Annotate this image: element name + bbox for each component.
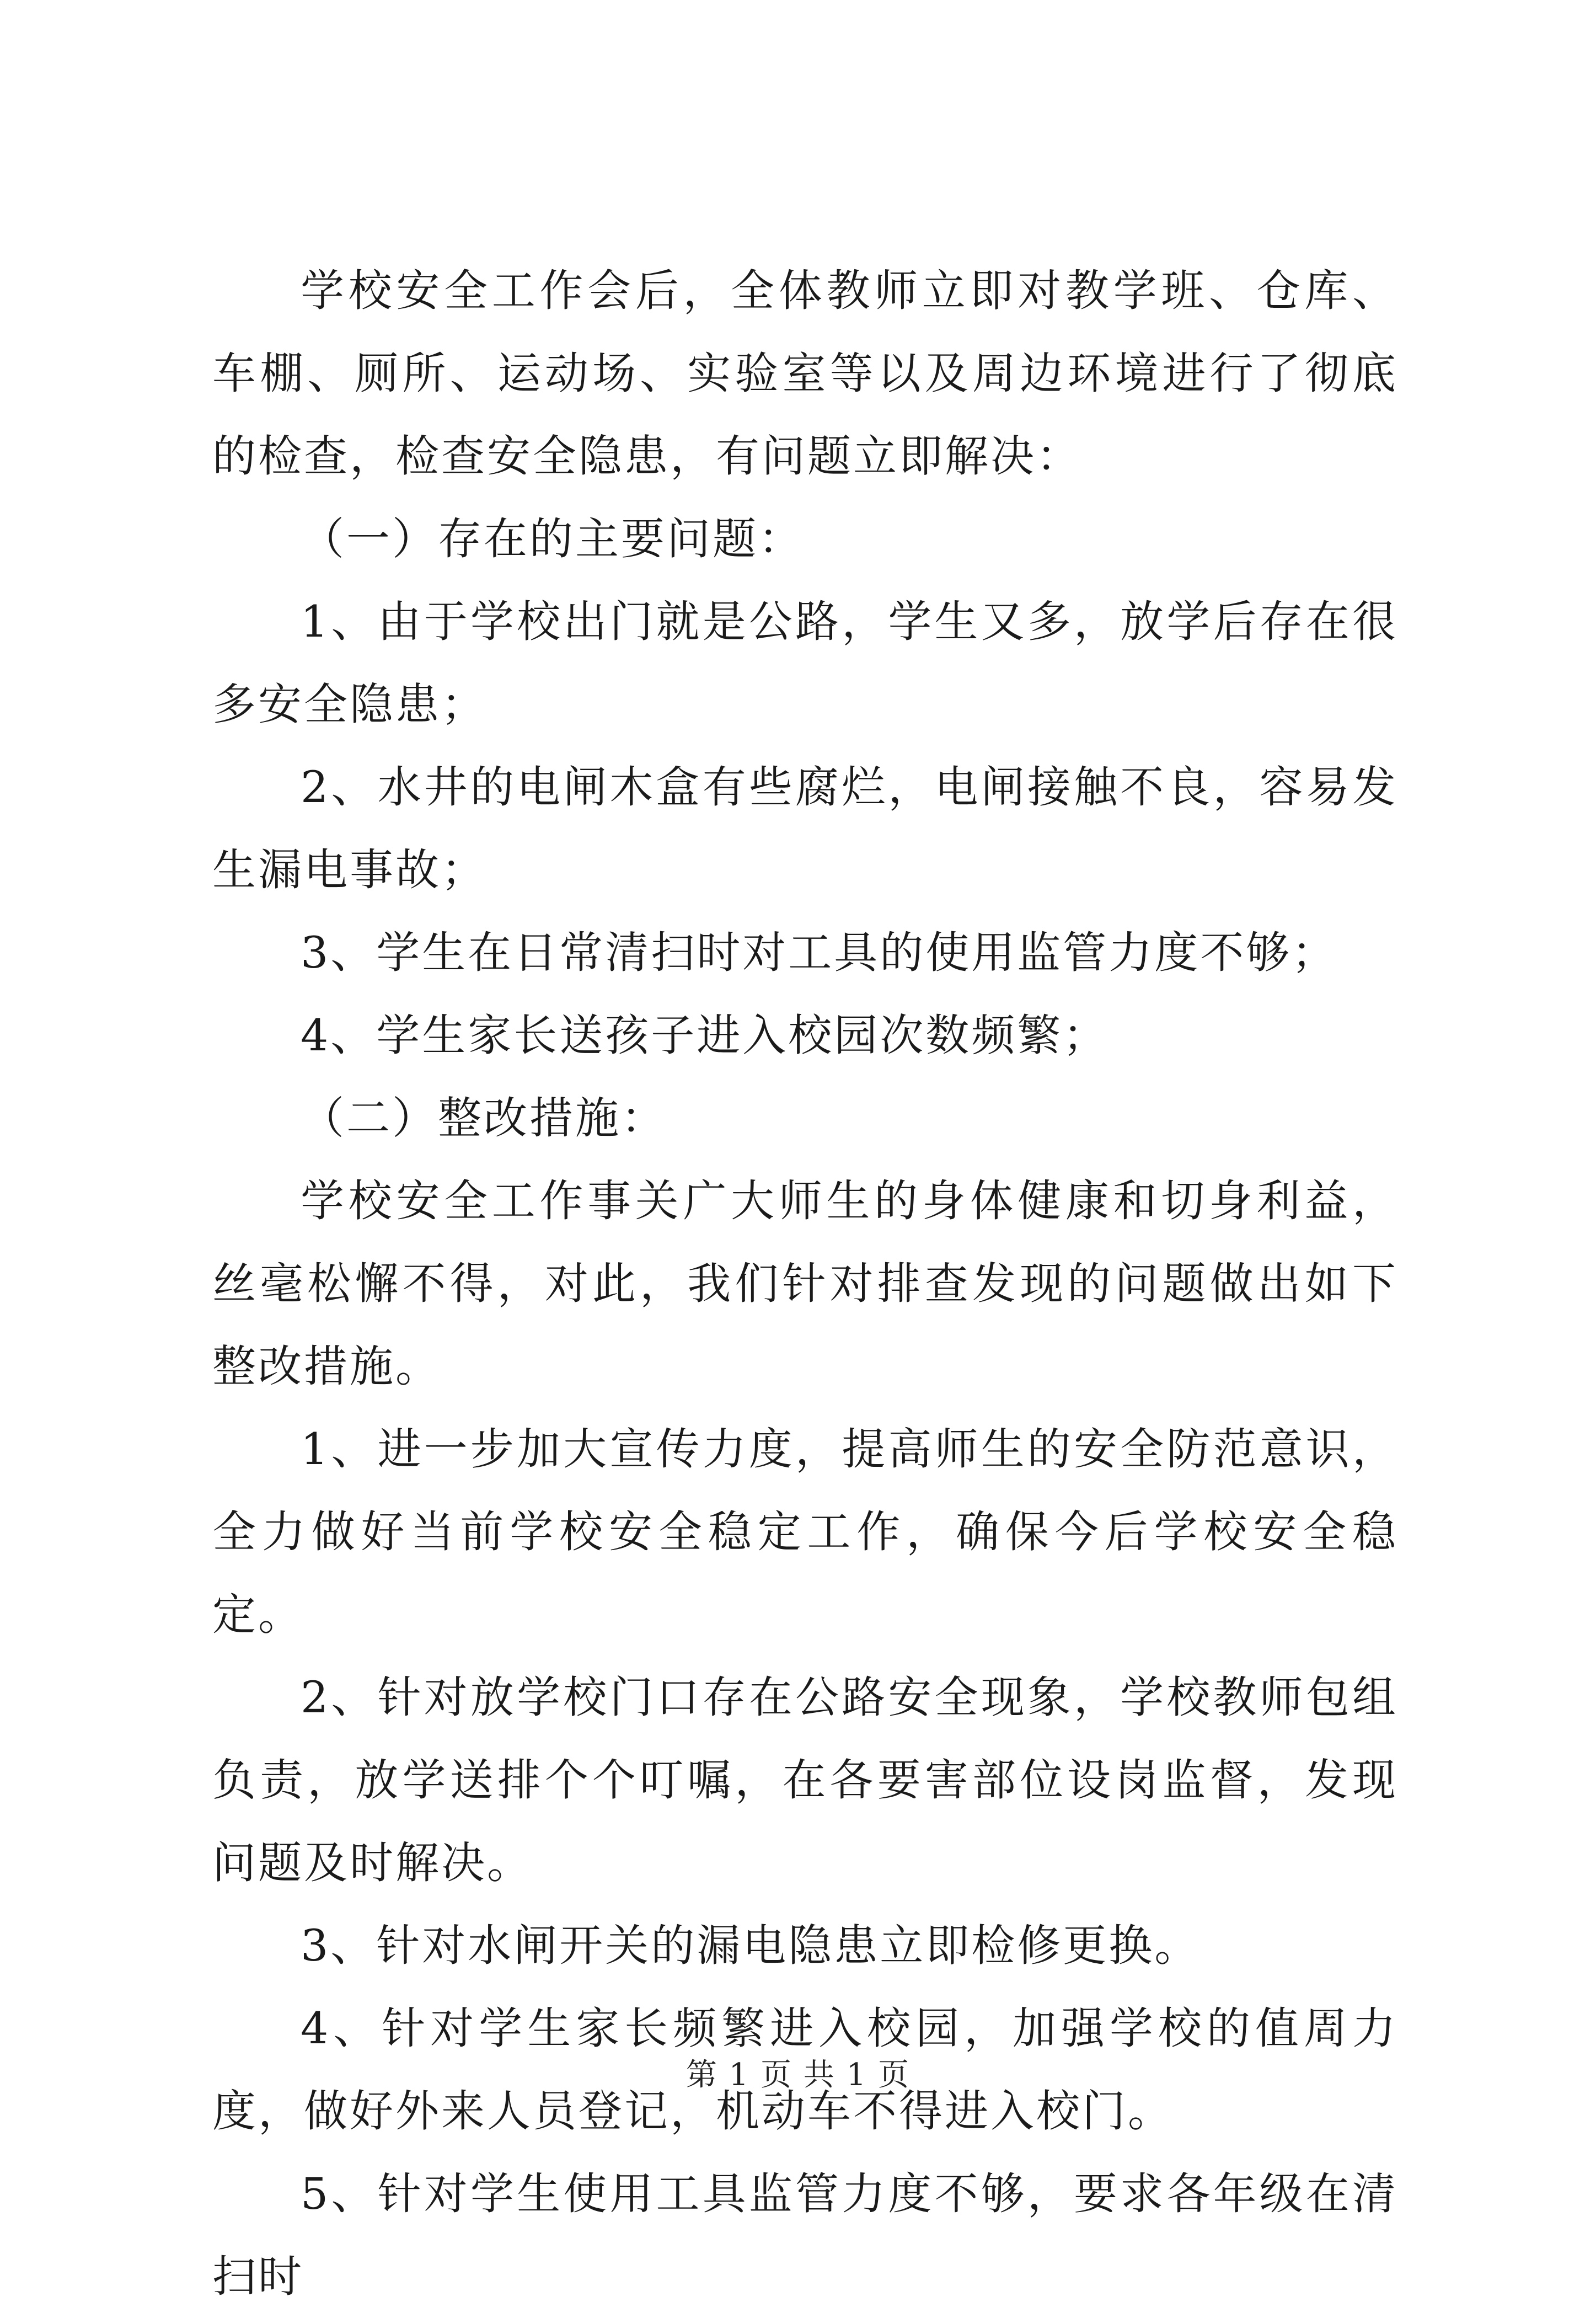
problem-item-2: 2、水井的电闸木盒有些腐烂，电闸接触不良，容易发生漏电事故； — [212, 762, 1398, 895]
measure-item-2: 2、针对放学校门口存在公路安全现象，学校教师包组负责，放学送排个个叮嘱，在各要害部位设岗监督，发现问题及时解决。 — [212, 1672, 1398, 1888]
page-footer: 第 1 页 共 1 页 — [685, 2057, 911, 2093]
measure-item-1: 1、进一步加大宣传力度，提高师生的安全防范意识，全力做好当前学校安全稳定工作，确保今后学校安全稳定。 — [212, 1424, 1398, 1640]
section-heading-problems: （一）存在的主要问题： — [301, 514, 804, 564]
problem-item-1: 1、由于学校出门就是公路，学生又多，放学后存在很多安全隐患； — [212, 596, 1398, 730]
measure-item-5: 5、针对学生使用工具监管力度不够，要求各年级在清扫时 — [212, 2169, 1398, 2302]
measure-item-3: 3、针对水闸开关的漏电隐患立即检修更换。 — [301, 1920, 1201, 1971]
document-body — [212, 249, 1398, 2318]
paragraph-intro: 学校安全工作会后，全体教师立即对教学班、仓库、车棚、厕所、运动场、实验室等以及周边环境进行了彻底的检查，检查安全隐患，有问题立即解决： — [212, 265, 1398, 482]
measure-item-4: 4、针对学生家长频繁进入校园，加强学校的值周力度，做好外来人员登记，机动车不得进入校门。 — [212, 2003, 1398, 2137]
measures-intro: 学校安全工作事关广大师生的身体健康和切身利益，丝毫松懈不得，对此，我们针对排查发现的问题做出如下整改措施。 — [212, 1176, 1398, 1392]
problem-item-4: 4、学生家长送孩子进入校园次数频繁； — [301, 1010, 1109, 1061]
problem-item-3: 3、学生在日常清扫时对工具的使用监管力度不够； — [301, 927, 1338, 978]
section-heading-measures: （二）整改措施： — [301, 1093, 667, 1144]
